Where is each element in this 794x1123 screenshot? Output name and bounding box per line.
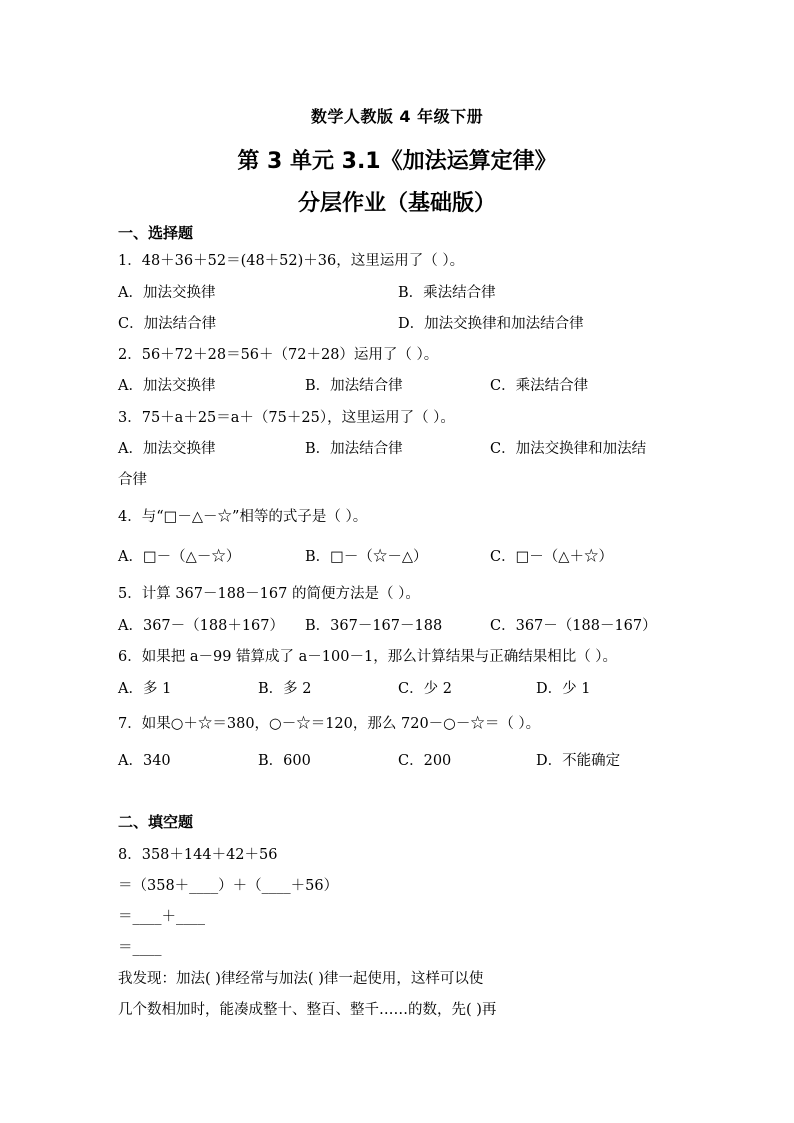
- question-4-option-b: B．□－（☆－△）: [305, 549, 428, 565]
- question-7-option-b: B．600: [258, 753, 311, 769]
- question-3-stem: 3．75＋a＋25＝a＋（75＋25），这里运用了（ ）。: [118, 410, 455, 426]
- question-1-option-c: C．加法结合律: [118, 316, 217, 332]
- question-2-option-b: B．加法结合律: [305, 378, 403, 394]
- question-2-option-a: A．加法交换律: [118, 378, 216, 394]
- question-6-option-b: B．多 2: [258, 681, 312, 697]
- question-7-option-c: C．200: [398, 753, 452, 769]
- question-8-step-2: ＝____＋____: [118, 909, 205, 925]
- question-3-option-c: C．加法交换律和加法结: [490, 441, 647, 457]
- question-8-expression: 8．358＋144＋42＋56: [118, 847, 278, 863]
- question-1-stem: 1．48＋36＋52＝(48＋52)＋36，这里运用了（ ）。: [118, 253, 465, 269]
- question-7-option-a: A．340: [118, 753, 171, 769]
- question-1-option-a: A．加法交换律: [118, 285, 216, 301]
- question-5-option-a: A．367－（188＋167）: [118, 618, 284, 634]
- question-5-stem: 5．计算 367－188－167 的简便方法是（ ）。: [118, 586, 420, 602]
- question-2-stem: 2．56＋72＋28＝56＋（72＋28）运用了（ ）。: [118, 347, 439, 363]
- unit-title: 第 3 单元 3.1《加法运算定律》: [237, 149, 557, 174]
- question-3-option-b: B．加法结合律: [305, 441, 403, 457]
- question-4-option-a: A．□－（△－☆）: [118, 549, 241, 565]
- question-8-step-1: ＝（358＋____）＋（____＋56）: [118, 878, 339, 894]
- question-6-stem: 6．如果把 a－99 错算成了 a－100－1，那么计算结果与正确结果相比（ ）。: [118, 649, 618, 665]
- question-5-option-b: B．367－167－188: [305, 618, 443, 634]
- question-4-option-c: C．□－（△＋☆）: [490, 549, 613, 565]
- question-8-discovery-line-1: 我发现：加法( )律经常与加法( )律一起使用，这样可以使: [118, 971, 484, 987]
- question-1-option-b: B．乘法结合律: [398, 285, 496, 301]
- section-fill-blank-title: 二、填空题: [118, 813, 194, 831]
- question-8-step-3: ＝____: [118, 940, 162, 956]
- question-6-option-c: C．少 2: [398, 681, 452, 697]
- section-multiple-choice-title: 一、选择题: [118, 224, 194, 242]
- grade-heading: 数学人教版 4 年级下册: [310, 107, 484, 126]
- question-3-option-a: A．加法交换律: [118, 441, 216, 457]
- worksheet-subtitle: 分层作业（基础版）: [297, 191, 496, 216]
- question-8-discovery-line-2: 几个数相加时，能凑成整十、整百、整千……的数，先( )再: [118, 1002, 497, 1018]
- question-4-stem: 4．与“□－△－☆”相等的式子是（ ）。: [118, 509, 368, 525]
- question-2-option-c: C．乘法结合律: [490, 378, 589, 394]
- question-7-option-d: D．不能确定: [536, 753, 621, 769]
- question-6-option-d: D．少 1: [536, 681, 591, 697]
- question-3-option-c-continued: 合律: [118, 472, 147, 488]
- question-5-option-c: C．367－（188－167）: [490, 618, 657, 634]
- question-6-option-a: A．多 1: [118, 681, 172, 697]
- question-7-stem: 7．如果○＋☆＝380，○－☆＝120，那么 720－○－☆＝（ ）。: [118, 716, 541, 732]
- question-1-option-d: D．加法交换律和加法结合律: [398, 316, 584, 332]
